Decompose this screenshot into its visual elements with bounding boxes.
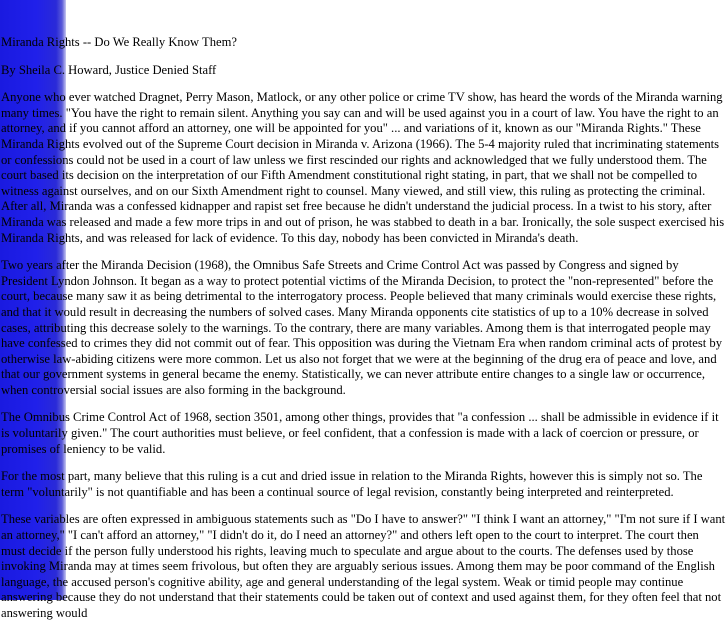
article-title: Miranda Rights -- Do We Really Know Them? [1,35,238,49]
paragraph-2: Two years after the Miranda Decision (1968), the Omnibus Safe Streets and Crime Control Act was passed by Congress and signed by President Lyndon Johnson. It began as a way to protect potential victims of the Miranda Decision, to protect the "non-represented" before the court, because many saw it as being detrimental to the interrogatory process. People believed that many criminals would exercise these rights, and that it would result in decreasing the numbers of solved cases. Many Miranda opponents cite statistics of up to a 10% decrease in solved cases, attributing this decrease solely to the warnings. To the contrary, there are many variables. Among them is that interrogated people may have confessed to crimes they did not commit out of fear. This opposition was during the Vietnam Era when random criminal acts of protest by otherwise law-abiding citizens were more common. Let us also not forget that we were at the beginning of the drug era of peace and love, and that our government systems in general became the enemy. Statistically, we can never attribute entire changes to a single law or occurrence, when controversial social issues are also forming in the background. [1,258,723,397]
paragraph-3: The Omnibus Crime Control Act of 1968, section 3501, among other things, provides that "a confession ... shall be admissible in evidence if it is voluntarily given." The court authorities must believe, or feel confident, that a confession is made with a lack of coercion or pressure, or promises of leniency to be valid. [1,410,719,456]
paragraph-1: Anyone who ever watched Dragnet, Perry Mason, Matlock, or any other police or crime TV show, has heard the words of the Miranda warning many times. "You have the right to remain silent. Anything you say can and will be used against you in a court of law. You have the right to an attorney, and if you cannot afford an attorney, one will be appointed for you" ... and variations of it, known as our "Miranda Rights." These Miranda Rights evolved out of the Supreme Court decision in Miranda v. Arizona (1966). The 5-4 majority ruled that incriminating statements or confessions could not be used in a court of law unless we first rescinded our rights and acknowledged that we fully understood them. The court based its decision on the interpretation of our Fifth Amendment constitutional right stating, in part, that we shall not be compelled to witness against ourselves, and on our Sixth Amendment right to counsel. Many viewed, and still view, this ruling as protecting the criminal. After all, Miranda was a confessed kidnapper and rapist set free because he didn't understand the judicial process. In a twist to his story, after Miranda was released and made a few more trips in and out of prison, he was stabbed to death in a bar. Ironically, the sole suspect exercised his Miranda Rights, and was released for lack of evidence. To this day, nobody has been convicted in Miranda's death. [1,90,725,245]
paragraph-5: These variables are often expressed in ambiguous statements such as "Do I have to answer?" "I think I want an attorney," "I'm not sure if I want an attorney," "I can't afford an attorney," "I didn't do it, do I need an attorney?" and others left open to the court to interpret. The court then must decide if the person fully understood his rights, leaving much to speculate and argue about to the courts. The defenses used by those invoking Miranda may at times seem frivolous, but often they are arguably serious issues. Among them may be poor command of the English language, the accused person's cognitive ability, age and general understanding of the legal system. Weak or timid people may continue answering because they do not understand that their statements could be taken out of context and used against them, for they often feel that not answering would [1,512,726,620]
article-byline: By Sheila C. Howard, Justice Denied Staff [1,62,217,77]
article-body [1,35,726,634]
paragraph-4: For the most part, many believe that this ruling is a cut and dried issue in relation to the Miranda Rights, however this is simply not so. The term "voluntarily" is not quantifiable and has been a continual source of legal revision, constantly being interpreted and reinterpreted. [1,469,703,499]
